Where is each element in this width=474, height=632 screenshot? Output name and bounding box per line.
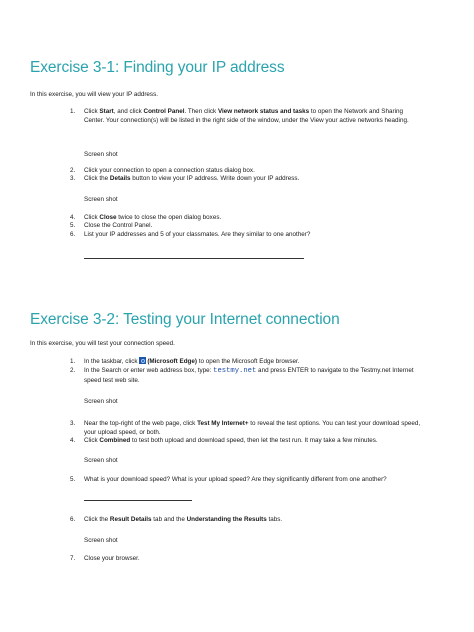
step-number: 1.	[70, 108, 76, 115]
step-number: 2.	[70, 367, 76, 374]
step-number: 6.	[70, 231, 76, 238]
step-number: 4.	[70, 437, 76, 444]
exercise-3-2-intro: In this exercise, you will test your connection speed.	[30, 340, 175, 347]
step-number: 4.	[70, 214, 76, 221]
exercise-3-2-title: Exercise 3-2: Testing your Internet connection	[30, 311, 340, 328]
exercise-3-2-step-5: What is your download speed? What is your upload speed? Are they significantly different from one another?	[84, 476, 387, 483]
answer-line	[84, 258, 304, 259]
exercise-3-2-step-3: Near the top-right of the web page, click Test My Internet+ to reveal the test options. You can test your download speed, your upload speed, or both.	[84, 420, 421, 437]
exercise-3-1-step-5: Close the Control Panel.	[84, 222, 153, 229]
exercise-3-1-intro: In this exercise, you will view your IP address.	[30, 91, 158, 98]
exercise-3-1-step-2: Click your connection to open a connection status dialog box.	[84, 167, 255, 174]
screenshot-placeholder: Screen shot	[84, 398, 118, 405]
exercise-3-1-title: Exercise 3-1: Finding your IP address	[30, 59, 285, 76]
step-number: 3.	[70, 420, 76, 427]
screenshot-placeholder: Screen shot	[84, 537, 118, 544]
step-number: 5.	[70, 476, 76, 483]
step-number: 3.	[70, 175, 76, 182]
exercise-3-2-step-7: Close your browser.	[84, 555, 140, 562]
step-number: 5.	[70, 222, 76, 229]
screenshot-placeholder: Screen shot	[84, 196, 118, 203]
exercise-3-2-step-2: In the Search or enter web address box, type: testmy.net and press ENTER to navigate to the Testmy.net Internet speed test web site.	[84, 367, 414, 385]
exercise-3-2-step-4: Click Combined to test both upload and download speed, then let the test run. It may take a few minutes.	[84, 437, 378, 444]
url-text: testmy.net	[213, 367, 257, 375]
screenshot-placeholder: Screen shot	[84, 457, 118, 464]
exercise-3-2-step-1: In the taskbar, click (Microsoft Edge) to open the Microsoft Edge browser.	[84, 358, 300, 365]
step-number: 1.	[70, 358, 76, 365]
exercise-3-1-step-4: Click Close twice to close the open dialog boxes.	[84, 214, 222, 221]
exercise-3-1-step-3: Click the Details button to view your IP address. Write down your IP address.	[84, 175, 300, 182]
exercise-3-2-step-6: Click the Result Details tab and the Understanding the Results tabs.	[84, 516, 283, 523]
exercise-3-1-step-6: List your IP addresses and 5 of your classmates. Are they similar to one another?	[84, 231, 311, 238]
microsoft-edge-icon	[139, 357, 146, 364]
exercise-3-1-step-1: Click Start, and click Control Panel. Then click View network status and tasks to open the Network and Sharing Center. Your connection(s) will be listed in the right side of the window, under the View your active networks heading.	[84, 108, 409, 125]
step-number: 7.	[70, 555, 76, 562]
answer-line	[84, 500, 192, 501]
step-number: 6.	[70, 516, 76, 523]
step-number: 2.	[70, 167, 76, 174]
screenshot-placeholder: Screen shot	[84, 151, 118, 158]
